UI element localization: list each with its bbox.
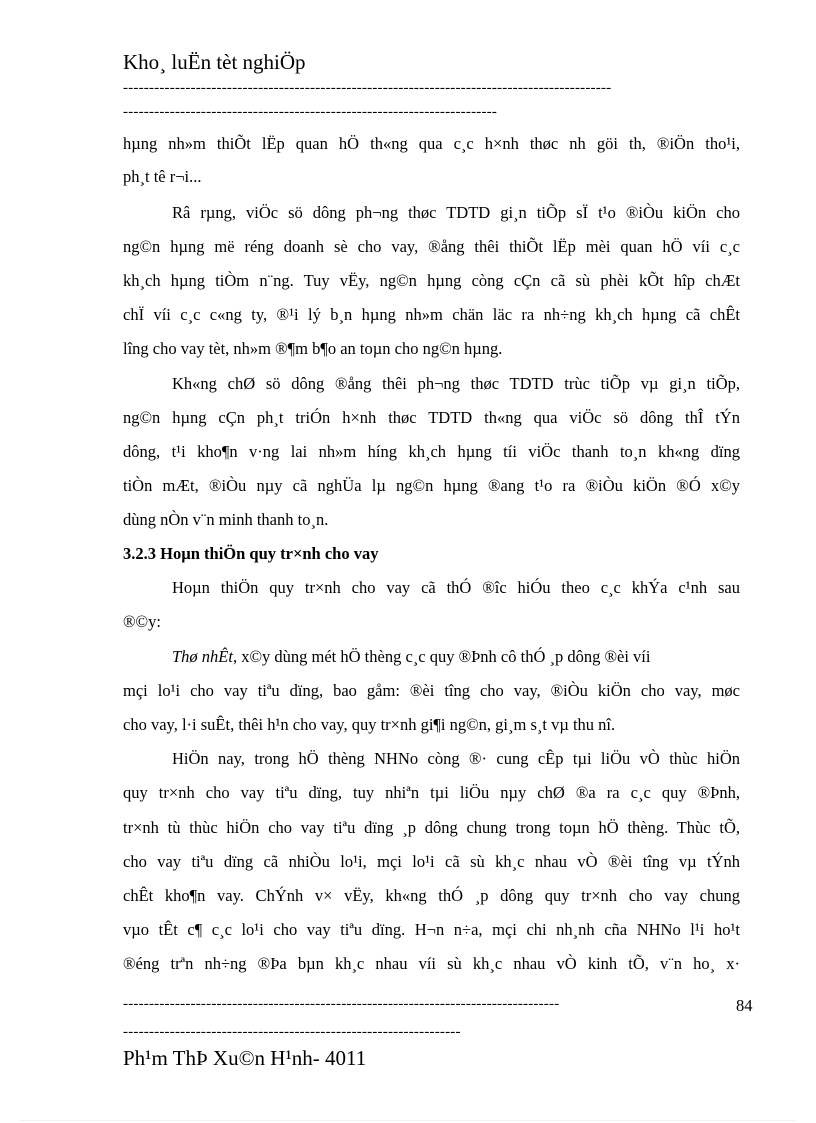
footer-author: Ph¹m ThÞ Xu©n H¹nh- 4011 bbox=[123, 1046, 367, 1070]
footer-separator-line: ------------------------------------------------------------------------------------ bbox=[123, 996, 560, 1012]
body-line: ng©n hµng më réng doanh sè cho vay, ®ång thêi thiÕt lËp mèi quan hÖ víi c¸c bbox=[123, 237, 740, 256]
body-line: ®éng trªn nh÷ng ®Þa bµn kh¸c nhau víi sù kh¸c nhau vÒ kinh tÕ, v¨n ho¸ x· bbox=[123, 954, 740, 973]
body-line: tr×nh tù thùc hiÖn cho vay tiªu dïng ¸p dông chung trong toµn hÖ thèng. Thùc tÕ, bbox=[123, 818, 740, 837]
body-line: ph¸t tê r¬i... bbox=[123, 167, 202, 186]
body-line: dông, t¹i kho¶n v·ng lai nh»m híng kh¸ch hµng tíi viÖc thanh to¸n kh«ng dïng bbox=[123, 442, 740, 461]
body-line: cho vay tiªu dïng cã nhiÒu lo¹i, mçi lo¹i cã sù kh¸c nhau vÒ ®èi tîng vµ tÝnh bbox=[123, 852, 740, 871]
page-edge-divider bbox=[20, 1120, 796, 1121]
header-separator-line: ---------------------------------------------------------------------------------------------- bbox=[123, 80, 612, 96]
first-point-label: Thø nhÊt bbox=[172, 647, 233, 666]
paragraph-first-line: HiÖn nay, trong hÖ thèng NHNo còng ®· cung cÊp tµi liÖu vÒ thùc hiÖn bbox=[172, 749, 740, 768]
body-line: kh¸ch hµng tiÒm n¨ng. Tuy vËy, ng©n hµng còng cÇn cã sù phèi kÕt hîp chÆt bbox=[123, 271, 740, 290]
paragraph-first-line bbox=[172, 647, 740, 667]
section-heading: 3.2.3 Hoµn thiÖn quy tr×nh cho vay bbox=[123, 544, 379, 563]
body-line: hµng nh»m thiÕt lËp quan hÖ th«ng qua c¸c h×nh thøc nh göi th, ®iÖn tho¹i, bbox=[123, 134, 740, 153]
body-line: quy tr×nh cho vay tiªu dïng, tuy nhiªn tµi liÖu nµy chØ ®a ra c¸c quy ®Þnh, bbox=[123, 783, 740, 802]
body-line: vµo tÊt c¶ c¸c lo¹i cho vay tiªu dïng. H¬n n÷a, mçi chi nh¸nh cña NHNo l¹i ho¹t bbox=[123, 920, 740, 939]
body-line: dùng nÒn v¨n minh thanh to¸n. bbox=[123, 510, 329, 529]
paragraph-first-line: Râ rµng, viÖc sö dông ph¬ng thøc TDTD gi¸n tiÕp sÏ t¹o ®iÒu kiÖn cho bbox=[172, 203, 740, 222]
running-header-title: Kho¸ luËn tèt nghiÖp bbox=[123, 50, 306, 74]
first-point-text: , x©y dùng mét hÖ thèng c¸c quy ®Þnh cô thÓ ¸p dông ®èi víi bbox=[232, 647, 651, 666]
body-line: tiÒn mÆt, ®iÒu nµy cã nghÜa lµ ng©n hµng ®ang t¹o ra ®iÒu kiÖn ®Ó x©y bbox=[123, 476, 740, 495]
body-line: chÊt kho¶n vay. ChÝnh v× vËy, kh«ng thÓ ¸p dông quy tr×nh cho vay chung bbox=[123, 886, 740, 905]
body-line: cho vay, l·i suÊt, thêi h¹n cho vay, quy tr×nh gi¶i ng©n, gi¸m s¸t vµ thu nî. bbox=[123, 715, 616, 734]
page-number: 84 bbox=[736, 996, 753, 1015]
paragraph-first-line: Kh«ng chØ sö dông ®ång thêi ph¬ng thøc TDTD trùc tiÕp vµ gi¸n tiÕp, bbox=[172, 374, 740, 393]
body-line: ®©y: bbox=[123, 612, 161, 631]
footer-separator-line-2: ----------------------------------------------------------------- bbox=[123, 1024, 461, 1040]
paragraph-first-line: Hoµn thiÖn quy tr×nh cho vay cã thÓ ®îc hiÓu theo c¸c khÝa c¹nh sau bbox=[172, 578, 740, 597]
body-line: ng©n hµng cÇn ph¸t triÓn h×nh thøc TDTD th«ng qua viÖc sö dông thÎ tÝn bbox=[123, 408, 740, 427]
body-line: chÏ víi c¸c c«ng ty, ®¹i lý b¸n hµng nh»m chän läc ra nh÷ng kh¸ch hµng cã chÊt bbox=[123, 305, 740, 324]
header-separator-line-2: ------------------------------------------------------------------------ bbox=[123, 104, 498, 120]
body-line: lîng cho vay tèt, nh»m ®¶m b¶o an toµn cho ng©n hµng. bbox=[123, 339, 503, 358]
body-line: mçi lo¹i cho vay tiªu dïng, bao gåm: ®èi tîng cho vay, ®iÒu kiÖn cho vay, møc bbox=[123, 681, 740, 700]
